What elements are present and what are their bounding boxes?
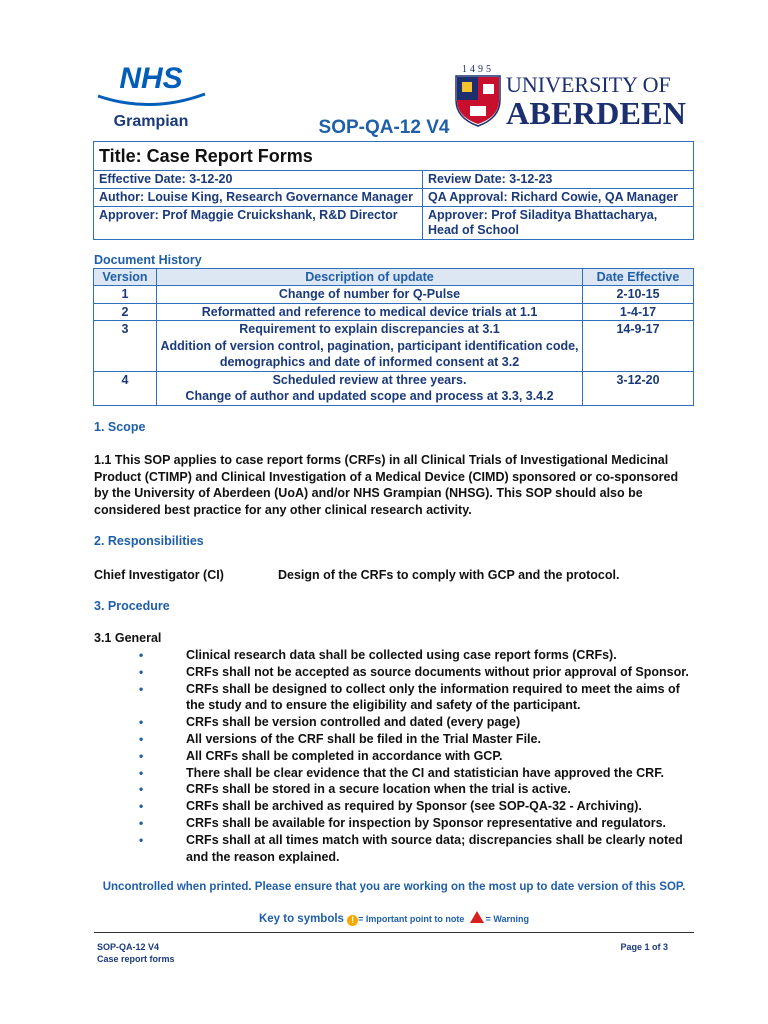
- list-item: [94, 815, 694, 832]
- list-item: [94, 664, 694, 681]
- scope-paragraph: 1.1 This SOP applies to case report forms (CRFs) in all Clinical Trials of Investigational Medicinal Product (CTIMP) and Clinical Investigation of a Medical Device (CIMD) sponsored or co-sponsored by the University of Aberdeen (UoA) and/or NHS Grampian (NHSG). This SOP should also be considered best practice for any other clinical research activity.: [94, 453, 679, 517]
- scope-heading: 1. Scope: [94, 420, 146, 434]
- table-row: [94, 321, 694, 372]
- responsibility-duty: Design of the CRFs to comply with GCP and the protocol.: [278, 568, 620, 582]
- description-cell: [157, 371, 583, 405]
- list-item-text: CRFs shall be available for inspection by Sponsor representative and regulators.: [186, 815, 666, 830]
- version-cell: 1: [94, 286, 157, 304]
- nhs-swoosh: [98, 94, 205, 105]
- list-item-text: CRFs shall be version controlled and dated (every page): [186, 715, 521, 730]
- description-cell: [157, 321, 583, 372]
- version-cell: 2: [94, 303, 157, 321]
- list-item-text: CRFs shall be stored in a secure location when the trial is active.: [186, 782, 571, 797]
- description-line: demographics and date of informed consent at 3.2: [219, 355, 520, 369]
- date-cell: 14-9-17: [583, 321, 694, 372]
- footer-page-number: Page 1 of 3: [620, 942, 668, 952]
- bullet-icon: •: [139, 765, 144, 780]
- document-code: SOP-QA-12 V4: [318, 117, 450, 138]
- warning-icon: [470, 911, 484, 923]
- column-header-version: Version: [94, 269, 157, 286]
- description-line: Change of author and updated scope and process at 3.3, 3.4.2: [185, 389, 554, 403]
- bullet-icon: •: [139, 681, 144, 696]
- title-table: [93, 141, 694, 240]
- general-subheading: 3.1 General: [94, 631, 162, 645]
- description-cell: [157, 286, 583, 304]
- column-header-description: Description of update: [157, 269, 583, 286]
- description-line: Reformatted and reference to medical device trials at 1.1: [201, 304, 538, 319]
- table-row: [94, 286, 694, 304]
- uoa-line2: ABERDEEN: [506, 95, 686, 130]
- table-row: [94, 303, 694, 321]
- list-item: [94, 798, 694, 815]
- bullet-icon: •: [139, 799, 144, 814]
- list-item-text: All CRFs shall be completed in accordance with GCP.: [186, 748, 503, 763]
- nhs-region: Grampian: [113, 113, 189, 130]
- list-item: [94, 781, 694, 798]
- date-cell: 1-4-17: [583, 303, 694, 321]
- document-history-heading: Document History: [94, 253, 202, 267]
- bullet-icon: •: [139, 748, 144, 763]
- list-item: [94, 765, 694, 782]
- list-item-text: CRFs shall not be accepted as source documents without prior approval of Sponsor.: [186, 664, 689, 679]
- footer-subtitle: Case report forms: [97, 954, 175, 964]
- responsibility-role: Chief Investigator (CI): [94, 568, 224, 582]
- date-cell: 2-10-15: [583, 286, 694, 304]
- document-title: Title: Case Report Forms: [94, 142, 694, 171]
- bullet-icon: •: [139, 648, 144, 662]
- approver-left: Approver: Prof Maggie Cruickshank, R&D Director: [94, 207, 423, 240]
- list-item-text: CRFs shall be designed to collect only the information required to meet the aims of the study and to ensure the eligibility and safety of the participant.: [186, 681, 680, 713]
- bullet-icon: •: [139, 731, 144, 746]
- date-cell: 3-12-20: [583, 371, 694, 405]
- effective-date: Effective Date: 3-12-20: [94, 171, 423, 189]
- list-item: [94, 647, 694, 664]
- table-row: [94, 371, 694, 405]
- qa-approval: QA Approval: Richard Cowie, QA Manager: [423, 189, 694, 207]
- approver-right: Approver: Prof Siladitya Bhattacharya, Head of School: [423, 207, 694, 240]
- version-cell: 4: [94, 371, 157, 405]
- history-rows: [94, 286, 694, 406]
- nhs-wordmark: NHS: [119, 62, 183, 95]
- bullet-icon: •: [139, 815, 144, 830]
- version-cell: 3: [94, 321, 157, 372]
- responsibilities-heading: 2. Responsibilities: [94, 534, 204, 548]
- review-date: Review Date: 3-12-23: [423, 171, 694, 189]
- description-cell: [157, 303, 583, 321]
- uoa-year: 1495: [462, 64, 494, 75]
- list-item: [94, 748, 694, 765]
- uncontrolled-notice: Uncontrolled when printed. Please ensure that you are working on the most up to date version of this SOP.: [102, 881, 686, 893]
- bullet-icon: •: [139, 664, 144, 679]
- key-warning-text: = Warning: [485, 914, 530, 924]
- key-info-text: = Important point to note: [358, 914, 465, 924]
- description-line: Requirement to explain discrepancies at 3.1: [239, 322, 500, 336]
- footer-doc-code: SOP-QA-12 V4: [97, 942, 160, 952]
- description-line: Change of number for Q-Pulse: [278, 287, 461, 301]
- list-item: [94, 714, 694, 731]
- bullet-icon: •: [139, 715, 144, 730]
- procedure-heading: 3. Procedure: [94, 599, 170, 613]
- document-history-table: [93, 268, 694, 406]
- list-item-text: CRFs shall be archived as required by Sponsor (see SOP-QA-32 - Archiving).: [186, 799, 642, 814]
- list-item-text: Clinical research data shall be collected using case report forms (CRFs).: [186, 648, 617, 662]
- list-item-text: CRFs shall at all times match with source data; discrepancies shall be clearly noted and the reason explained.: [186, 832, 683, 864]
- symbol-key: [94, 911, 694, 926]
- bullet-icon: •: [139, 782, 144, 797]
- procedure-bullet-list: [94, 647, 694, 865]
- description-line: Scheduled review at three years.: [272, 372, 467, 387]
- list-item: [94, 681, 694, 715]
- column-header-date: Date Effective: [583, 269, 694, 286]
- description-line: Addition of version control, pagination, participant identification code,: [160, 338, 579, 353]
- uoa-line1: UNIVERSITY OF: [506, 72, 671, 97]
- important-point-icon: !: [347, 915, 358, 926]
- list-item-text: All versions of the CRF shall be filed in the Trial Master File.: [186, 731, 541, 746]
- bullet-icon: •: [139, 832, 144, 847]
- footer-divider: [94, 932, 694, 933]
- key-label: Key to symbols: [258, 913, 344, 925]
- list-item: [94, 832, 694, 866]
- list-item: [94, 731, 694, 748]
- list-item-text: There shall be clear evidence that the CI and statistician have approved the CRF.: [186, 765, 664, 780]
- author: Author: Louise King, Research Governance Manager: [94, 189, 423, 207]
